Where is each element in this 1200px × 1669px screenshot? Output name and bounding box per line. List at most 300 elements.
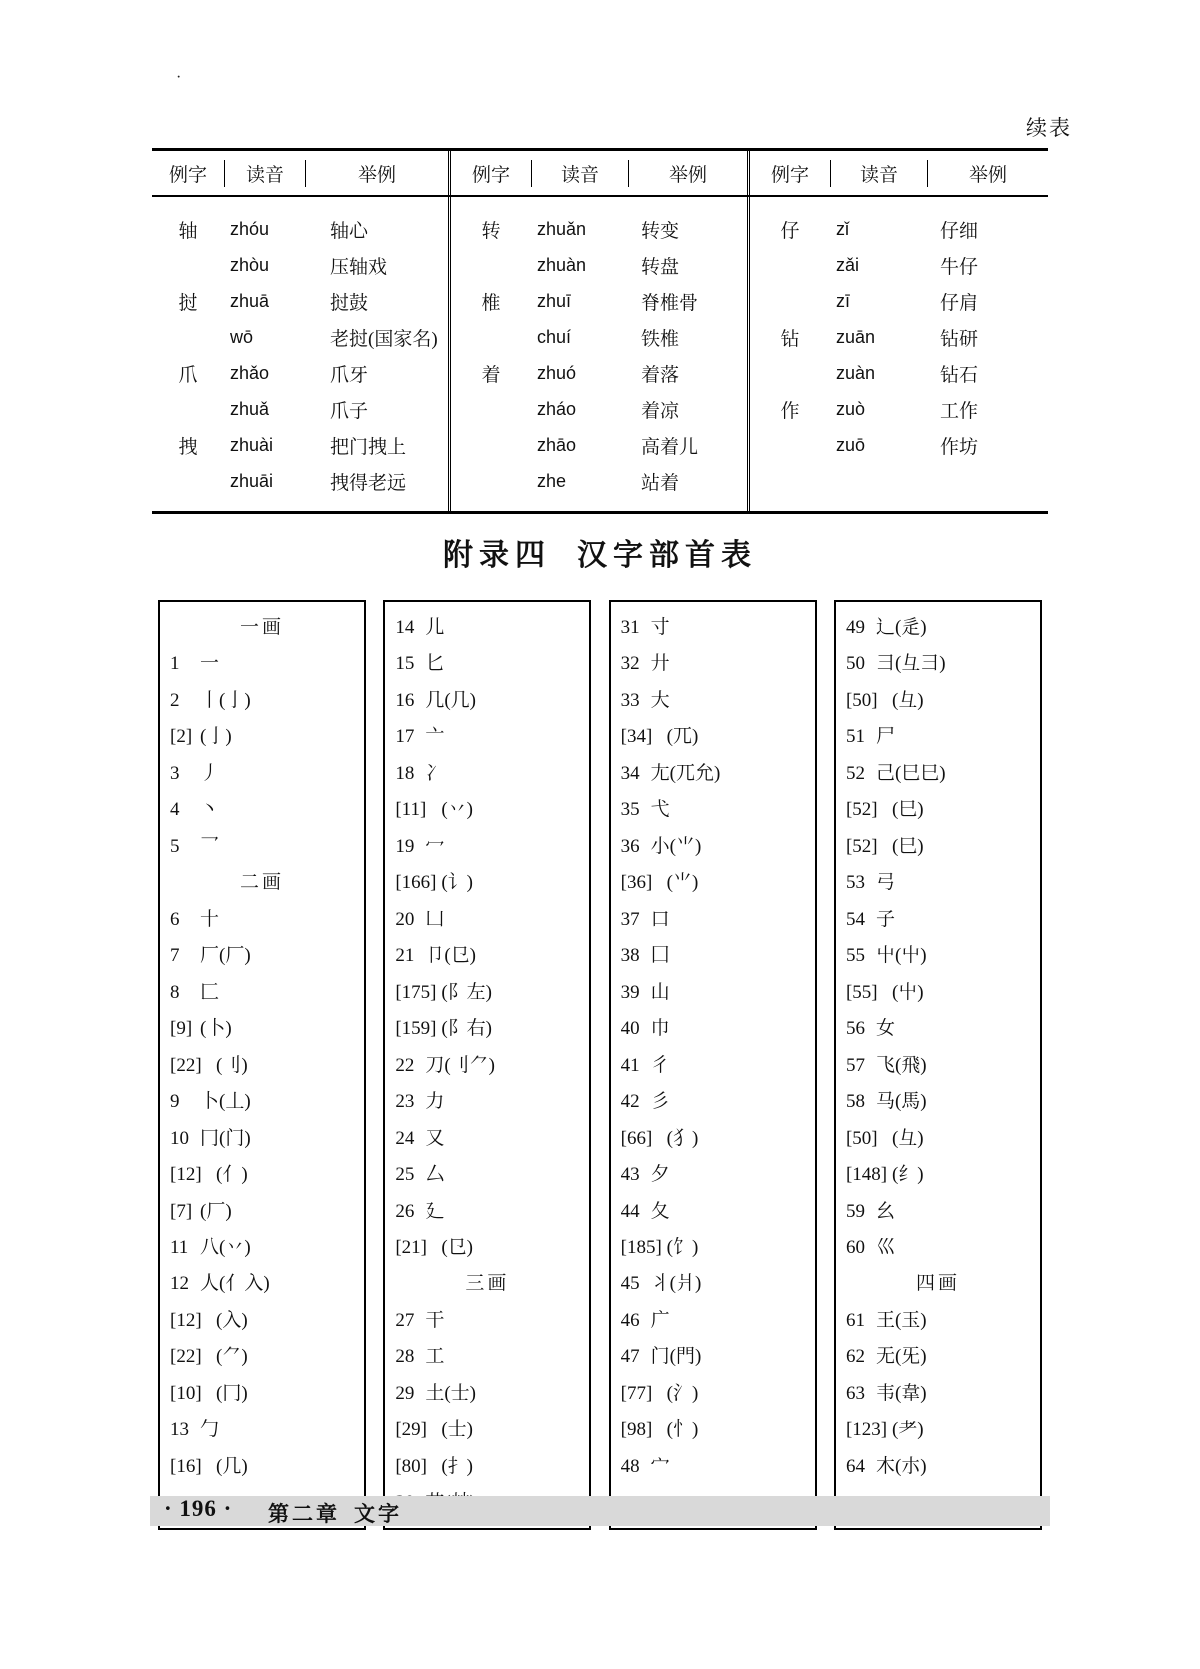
radical-index: 36 [620, 835, 640, 857]
radical-index: 13 [170, 1419, 189, 1441]
radical-entry [170, 756, 354, 792]
radical-entry [621, 1376, 805, 1412]
radical-index: 53 [845, 872, 865, 894]
radical-entry [621, 975, 805, 1011]
radical-entry [846, 719, 1030, 755]
radical-index: 22 [395, 1054, 415, 1076]
radical-glyph: 尢(兀允) [650, 762, 721, 784]
radical-index: 61 [845, 1309, 865, 1331]
radical-glyph: 冖 [425, 835, 445, 857]
radical-glyph: 弋 [650, 799, 670, 821]
example-word: 钻研 [940, 328, 979, 350]
page-corner-dot: · [176, 69, 182, 86]
table-row [451, 211, 747, 247]
appendix-title [0, 530, 1200, 574]
rows-block-2 [451, 197, 747, 511]
example-char: 钻 [780, 328, 800, 350]
pinyin-reading: zuò [836, 398, 866, 419]
radical-glyph: (阝左) [441, 981, 492, 1003]
radical-glyph: 几(几) [425, 689, 476, 711]
example-word: 转盘 [641, 256, 680, 278]
radical-entry [170, 1412, 354, 1448]
radical-entry [170, 1011, 354, 1047]
pronunciation-table-body [152, 197, 1048, 511]
radical-glyph: 厶 [425, 1164, 445, 1186]
radical-glyph: (入) [216, 1309, 248, 1331]
radical-glyph: 力 [425, 1091, 445, 1113]
radical-glyph: 又 [425, 1127, 445, 1149]
table-row [451, 247, 747, 283]
table-row [152, 427, 448, 463]
radical-entry [621, 1084, 805, 1120]
radical-index: 33 [620, 689, 640, 711]
table-row [152, 391, 448, 427]
radical-glyph: 彐(彑彐) [875, 653, 946, 675]
radical-column-2 [383, 600, 591, 1530]
table-row [152, 463, 448, 499]
radical-glyph: 匚 [200, 981, 220, 1003]
table-row [750, 283, 1048, 319]
example-word: 着凉 [641, 400, 680, 422]
radical-glyph: 屮(屮) [875, 945, 927, 967]
radical-entry [395, 756, 579, 792]
pinyin-reading: zhǎo [230, 362, 270, 383]
radical-index: [80] [395, 1455, 427, 1477]
radical-glyph: 凵 [425, 908, 445, 930]
radical-entry [170, 1303, 354, 1339]
radical-glyph: 乛 [200, 835, 220, 857]
radical-entry [621, 683, 805, 719]
radical-entry [621, 902, 805, 938]
radical-index: 50 [845, 653, 865, 675]
radical-entry [170, 1194, 354, 1230]
radical-glyph: 工 [425, 1346, 445, 1368]
radical-glyph: 飞(飛) [875, 1054, 927, 1076]
table-row [750, 211, 1048, 247]
radical-index: [22] [170, 1346, 202, 1368]
pinyin-reading: zī [836, 290, 851, 311]
radical-glyph: 冫 [425, 762, 445, 784]
radical-glyph: (氵) [666, 1382, 699, 1404]
pinyin-reading: zhuī [537, 290, 572, 311]
column-header-reading: 读音 [225, 160, 306, 187]
radical-entry [170, 1121, 354, 1157]
example-char: 挝 [178, 292, 198, 314]
radical-index: [55] [845, 981, 878, 1003]
radical-index: [12] [170, 1164, 202, 1186]
radical-glyph: 冂(门) [200, 1127, 251, 1149]
radical-glyph: (⺈) [216, 1346, 248, 1368]
radical-entry [170, 1048, 354, 1084]
radical-index: 17 [395, 726, 415, 748]
rows-block-3 [750, 197, 1048, 475]
radical-glyph: 彡 [650, 1091, 670, 1113]
radical-glyph: 廴 [425, 1200, 445, 1222]
radical-index: [10] [170, 1382, 202, 1404]
radical-entry [846, 610, 1030, 646]
table-row [451, 391, 747, 427]
pinyin-reading: wō [230, 326, 254, 347]
radical-index: 48 [620, 1455, 640, 1477]
radical-entry [395, 1230, 579, 1266]
radical-entry [846, 975, 1030, 1011]
radical-entry [170, 1230, 354, 1266]
radical-glyph: 韦(韋) [875, 1382, 927, 1404]
radical-entry [846, 1412, 1030, 1448]
pinyin-reading: zǐ [836, 218, 849, 239]
radical-index: [159] [395, 1018, 437, 1040]
appendix-title-number: 附录四 [443, 538, 551, 573]
radical-entry [170, 975, 354, 1011]
radical-index: [34] [620, 726, 653, 748]
radical-index: 18 [395, 762, 415, 784]
radical-entry [395, 646, 579, 682]
radical-index: 43 [620, 1164, 640, 1186]
radical-glyph: (纟) [891, 1164, 924, 1186]
radical-entry [170, 683, 354, 719]
radical-glyph: 土(士) [425, 1382, 476, 1404]
radical-index: 16 [395, 689, 415, 711]
column-header-char: 例字 [451, 160, 532, 187]
radical-glyph: (士) [441, 1419, 473, 1441]
radical-entry [170, 902, 354, 938]
radical-entry [395, 865, 579, 901]
radical-index: 2 [170, 689, 180, 711]
table-row [152, 211, 448, 247]
pinyin-reading: zhuā [230, 290, 270, 311]
radical-entry [395, 792, 579, 828]
radical-glyph: 一 [200, 653, 220, 675]
radical-index: [21] [395, 1236, 427, 1258]
radical-index: 32 [620, 653, 640, 675]
radical-index: 57 [845, 1054, 865, 1076]
radical-index: [123] [845, 1419, 888, 1441]
example-word: 站着 [641, 472, 680, 494]
radical-glyph: 广 [650, 1309, 670, 1331]
radical-entry [170, 1376, 354, 1412]
radical-index: 1 [170, 653, 180, 675]
radical-glyph: (犭) [666, 1127, 699, 1149]
radical-glyph: 夕 [650, 1164, 670, 1186]
radical-index: 8 [170, 981, 180, 1003]
chapter-label [268, 1498, 402, 1528]
page-footer [150, 1492, 1050, 1528]
radical-entry [395, 829, 579, 865]
radical-glyph: 丬(爿) [650, 1273, 702, 1295]
radical-index: [52] [845, 799, 878, 821]
radical-entry [846, 1048, 1030, 1084]
radical-index: 15 [395, 653, 415, 675]
radical-index: 14 [395, 617, 415, 638]
radical-glyph: 寸 [650, 617, 670, 638]
radical-index: [12] [170, 1309, 202, 1331]
radical-entry [846, 1011, 1030, 1047]
table-row [451, 463, 747, 499]
radical-glyph: 八(丷) [200, 1236, 251, 1258]
radical-entry [395, 1449, 579, 1485]
radical-entry [621, 938, 805, 974]
radical-entry [846, 1194, 1030, 1230]
radical-table [158, 600, 1042, 1530]
pinyin-reading: zháo [537, 398, 577, 419]
radical-glyph: 无(旡) [875, 1346, 927, 1368]
radical-entry [621, 1339, 805, 1375]
radical-glyph: 勹 [200, 1419, 220, 1441]
radical-entry [395, 902, 579, 938]
radical-index: 7 [170, 945, 180, 967]
stroke-group-heading: 四画 [915, 1273, 960, 1295]
radical-index: [50] [845, 689, 878, 711]
radical-glyph: 彳 [650, 1054, 670, 1076]
radical-glyph: 十 [200, 908, 220, 930]
pinyin-reading: zhuāi [230, 470, 274, 491]
radical-index: 6 [170, 908, 180, 930]
pronunciation-block-1 [152, 197, 448, 511]
radical-index: 20 [395, 908, 415, 930]
radical-glyph: 巾 [650, 1018, 670, 1040]
table-row [152, 319, 448, 355]
radical-index: 28 [395, 1346, 415, 1368]
radical-entry [395, 719, 579, 755]
radical-entry [621, 792, 805, 828]
pinyin-reading: zǎi [836, 254, 860, 275]
radical-entry [395, 1048, 579, 1084]
radical-index: 12 [170, 1273, 189, 1295]
radical-entry [170, 1266, 354, 1302]
radical-index: 35 [620, 799, 640, 821]
table-row [750, 355, 1048, 391]
radical-index: [185] [620, 1236, 662, 1258]
header-block-1 [152, 151, 448, 195]
radical-entry [846, 1449, 1030, 1485]
radical-index: 34 [620, 762, 640, 784]
radical-entry [846, 1303, 1030, 1339]
radical-glyph: 夂 [650, 1200, 670, 1222]
radical-column-1 [158, 600, 366, 1530]
radical-index: 11 [170, 1236, 189, 1258]
radical-entry [395, 1412, 579, 1448]
pinyin-reading: zhóu [230, 218, 270, 239]
radical-glyph: (兀) [666, 726, 699, 748]
radical-glyph: 儿 [425, 617, 445, 638]
radical-index: 49 [845, 617, 865, 638]
column-header-reading: 读音 [532, 160, 629, 187]
radical-index: 24 [395, 1127, 415, 1149]
radical-entry [846, 829, 1030, 865]
example-char: 着 [481, 364, 501, 386]
pinyin-reading: zhuó [537, 362, 577, 383]
radical-glyph: (丷) [441, 799, 473, 821]
radical-entry [170, 719, 354, 755]
pinyin-reading: zhe [537, 470, 567, 491]
radical-glyph: (彑) [891, 689, 924, 711]
radical-glyph: (巳) [891, 799, 924, 821]
radical-entry [395, 1157, 579, 1193]
radical-index: [7] [170, 1200, 193, 1222]
radical-glyph: (阝右) [441, 1018, 492, 1040]
pronunciation-table [152, 148, 1048, 514]
radical-entry [621, 1121, 805, 1157]
radical-entry [170, 792, 354, 828]
radical-column-4 [834, 600, 1042, 1530]
radical-index: 45 [620, 1273, 640, 1295]
radical-entry [621, 610, 805, 646]
stroke-group-heading: 三画 [465, 1273, 510, 1295]
continued-table-label: 续表 [1026, 116, 1072, 140]
radical-glyph: (巳) [891, 835, 924, 857]
radical-glyph: (冂) [216, 1382, 248, 1404]
radical-index: 47 [620, 1346, 640, 1368]
table-row [152, 247, 448, 283]
appendix-title-name: 汉字部首表 [577, 538, 757, 573]
radical-entry [395, 975, 579, 1011]
radical-entry [395, 1011, 579, 1047]
radical-entry [170, 1449, 354, 1485]
column-header-char: 例字 [750, 160, 831, 187]
radical-entry [170, 1339, 354, 1375]
radical-entry [846, 1376, 1030, 1412]
radical-entry [621, 1303, 805, 1339]
example-word: 拽得老远 [330, 472, 407, 494]
example-char: 爪 [178, 364, 198, 386]
column-header-example: 举例 [968, 164, 1007, 186]
pinyin-reading: zhuǎn [537, 218, 587, 239]
radical-entry [846, 646, 1030, 682]
radical-entry [846, 792, 1030, 828]
table-row [152, 355, 448, 391]
radical-glyph: (⺌) [666, 872, 699, 894]
rows-block-1 [152, 197, 448, 511]
radical-index: 10 [170, 1127, 189, 1149]
radical-index: 31 [620, 617, 640, 638]
radical-index: 59 [845, 1200, 865, 1222]
radical-index: 41 [620, 1054, 640, 1076]
radical-entry [621, 1412, 805, 1448]
example-word: 老挝(国家名) [330, 328, 438, 350]
radical-entry [395, 683, 579, 719]
radical-glyph: 王(玉) [875, 1309, 927, 1331]
radical-glyph: 小(⺌) [650, 835, 702, 857]
radical-glyph: 亠 [425, 726, 445, 748]
pinyin-reading: chuí [537, 326, 572, 347]
radical-glyph: 丨(亅) [200, 689, 251, 711]
radical-entry [170, 1084, 354, 1120]
radical-glyph: 木(朩) [875, 1455, 927, 1477]
example-word: 着落 [641, 364, 680, 386]
table-row [750, 427, 1048, 463]
example-word: 仔肩 [940, 292, 979, 314]
radical-entry [621, 1157, 805, 1193]
radical-index: 38 [620, 945, 640, 967]
radical-entry [621, 719, 805, 755]
radical-index: 3 [170, 762, 180, 784]
radical-index: [2] [170, 726, 193, 748]
column-header-reading: 读音 [831, 160, 928, 187]
example-char: 仔 [780, 220, 800, 242]
radical-entry [170, 938, 354, 974]
radical-entry [621, 1048, 805, 1084]
radical-entry [621, 1266, 805, 1302]
radical-index: [36] [620, 872, 653, 894]
radical-entry [846, 1121, 1030, 1157]
radical-index: 27 [395, 1309, 415, 1331]
example-word: 压轴戏 [330, 256, 388, 278]
radical-index: 63 [845, 1382, 865, 1404]
column-header-char: 例字 [152, 160, 225, 187]
radical-index: 44 [620, 1200, 640, 1222]
radical-glyph: 匕 [425, 653, 445, 675]
column-header-example: 举例 [668, 164, 707, 186]
radical-glyph: 口 [650, 908, 670, 930]
radical-entry [846, 756, 1030, 792]
radical-glyph: 刀(刂⺈) [425, 1054, 495, 1076]
table-row [451, 319, 747, 355]
radical-index: 26 [395, 1200, 415, 1222]
page-number: · 196 · [164, 1496, 233, 1521]
radical-index: 5 [170, 835, 180, 857]
radical-glyph: 弓 [875, 872, 895, 894]
pronunciation-block-2 [448, 197, 747, 511]
radical-entry [170, 1157, 354, 1193]
radical-entry [846, 1157, 1030, 1193]
pinyin-reading: zhāo [537, 434, 577, 455]
radical-glyph: 宀 [650, 1455, 670, 1477]
radical-index: [175] [395, 981, 437, 1003]
radical-glyph: (彑) [891, 1127, 924, 1149]
table-row [152, 283, 448, 319]
radical-index: 21 [395, 945, 415, 967]
pronunciation-table-header [152, 151, 1048, 197]
radical-index: 19 [395, 835, 415, 857]
radical-entry [621, 756, 805, 792]
radical-index: 55 [845, 945, 865, 967]
header-block-3 [747, 151, 1048, 195]
pinyin-reading: zhòu [230, 254, 270, 275]
radical-entry [395, 1121, 579, 1157]
radical-index: 58 [845, 1091, 865, 1113]
example-word: 爪牙 [330, 364, 369, 386]
radical-index: 52 [845, 762, 865, 784]
table-row [750, 247, 1048, 283]
table-row [451, 283, 747, 319]
radical-glyph: 卩(㔾) [425, 945, 476, 967]
radical-glyph: 巛 [875, 1236, 895, 1258]
example-word: 爪子 [330, 400, 369, 422]
table-row [451, 427, 747, 463]
radical-entry [621, 829, 805, 865]
radical-glyph: 干 [425, 1309, 445, 1331]
radical-glyph: 囗 [650, 945, 670, 967]
radical-glyph: 女 [875, 1018, 895, 1040]
radical-index: 46 [620, 1309, 640, 1331]
radical-entry [170, 829, 354, 865]
radical-entry [395, 1303, 579, 1339]
radical-index: 60 [845, 1236, 865, 1258]
radical-index: 9 [170, 1091, 180, 1113]
example-char: 椎 [481, 292, 501, 314]
radical-index: [50] [845, 1127, 878, 1149]
radical-glyph: 人(亻入) [200, 1273, 270, 1295]
radical-index: [29] [395, 1419, 427, 1441]
table-row [451, 355, 747, 391]
radical-entry [846, 902, 1030, 938]
pinyin-reading: zuō [836, 434, 866, 455]
radical-glyph: 厂(厂) [200, 945, 251, 967]
radical-entry [395, 1339, 579, 1375]
radical-index: 64 [845, 1455, 865, 1477]
radical-glyph: (几) [216, 1455, 248, 1477]
radical-index: 37 [620, 908, 640, 930]
